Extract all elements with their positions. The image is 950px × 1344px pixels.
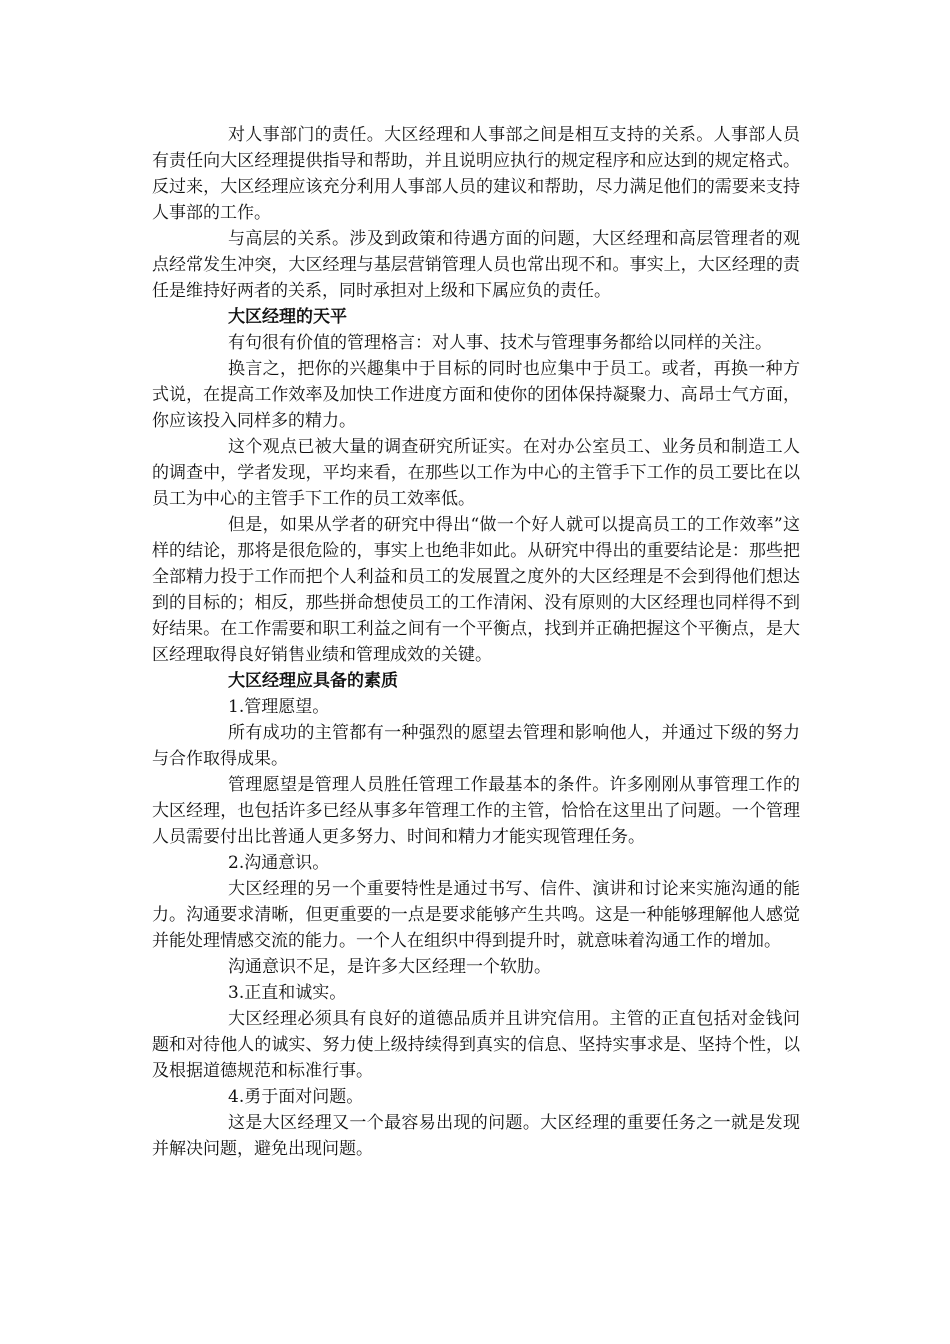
item-title-integrity: 3.正直和诚实。 [228,983,347,1003]
section-heading-balance: 大区经理的天平 [228,307,347,327]
item-title-communication: 2.沟通意识。 [228,853,330,873]
paragraph-management-motto: 有句很有价值的管理格言：对人事、技术与管理事务都给以同样的关注。 [228,333,772,353]
paragraph-desire-2: 管理愿望是管理人员胜任管理工作最基本的条件。许多刚刚从事管理工作的大区经理，也包括许多已经从事多年管理工作的主管，恰恰在这里出了问题。一个管理人员需要付出比普通人更多努力、时间和精力才能实现管理任务。 [152,775,800,847]
section-heading-qualities: 大区经理应具备的素质 [228,671,398,691]
paragraph-integrity-1: 大区经理必须具有良好的道德品质并且讲究信用。主管的正直包括对金钱问题和对待他人的诚实、努力使上级持续得到真实的信息、坚持实事求是、坚持个性，以及根据道德规范和标准行事。 [152,1009,800,1081]
document-page [152,122,800,1162]
paragraph-hr-responsibility: 对人事部门的责任。大区经理和人事部之间是相互支持的关系。人事部人员有责任向大区经理提供指导和帮助，并且说明应执行的规定程序和应达到的规定格式。反过来，大区经理应该充分利用人事部人员的建议和帮助，尽力满足他们的需要来支持人事部的工作。 [152,125,800,223]
paragraph-focus-goals-staff: 换言之，把你的兴趣集中于目标的同时也应集中于员工。或者，再换一种方式说，在提高工作效率及加快工作进度方面和使你的团体保持凝聚力、高昂士气方面，你应该投入同样多的精力。 [152,359,800,431]
paragraph-communication-2: 沟通意识不足，是许多大区经理一个软肋。 [228,957,551,977]
item-title-management-desire: 1.管理愿望。 [228,697,330,717]
paragraph-balance-point: 但是，如果从学者的研究中得出“做一个好人就可以提高员工的工作效率”这样的结论，那将是很危险的，事实上也绝非如此。从研究中得出的重要结论是：那些把全部精力投于工作而把个人利益和员工的发展置之度外的大区经理是不会到得他们想达到的目标的；相反，那些拼命想使员工的工作清闲、没有原则的大区经理也同样得不到好结果。在工作需要和职工利益之间有一个平衡点，找到并正确把握这个平衡点，是大区经理取得良好销售业绩和管理成效的关键。 [152,515,800,665]
item-title-face-problems: 4.勇于面对问题。 [228,1087,364,1107]
paragraph-problems-1: 这是大区经理又一个最容易出现的问题。大区经理的重要任务之一就是发现并解决问题，避免出现问题。 [152,1113,800,1159]
paragraph-research-evidence: 这个观点已被大量的调查研究所证实。在对办公室员工、业务员和制造工人的调查中，学者发现，平均来看，在那些以工作为中心的主管手下工作的员工要比在以员工为中心的主管手下工作的员工效率低。 [152,437,800,509]
paragraph-senior-relations: 与高层的关系。涉及到政策和待遇方面的问题，大区经理和高层管理者的观点经常发生冲突，大区经理与基层营销管理人员也常出现不和。事实上，大区经理的责任是维持好两者的关系，同时承担对上级和下属应负的责任。 [152,229,800,301]
paragraph-communication-1: 大区经理的另一个重要特性是通过书写、信件、演讲和讨论来实施沟通的能力。沟通要求清晰，但更重要的一点是要求能够产生共鸣。这是一种能够理解他人感觉并能处理情感交流的能力。一个人在组织中得到提升时，就意味着沟通工作的增加。 [152,879,800,951]
paragraph-desire-1: 所有成功的主管都有一种强烈的愿望去管理和影响他人，并通过下级的努力与合作取得成果。 [152,723,800,769]
